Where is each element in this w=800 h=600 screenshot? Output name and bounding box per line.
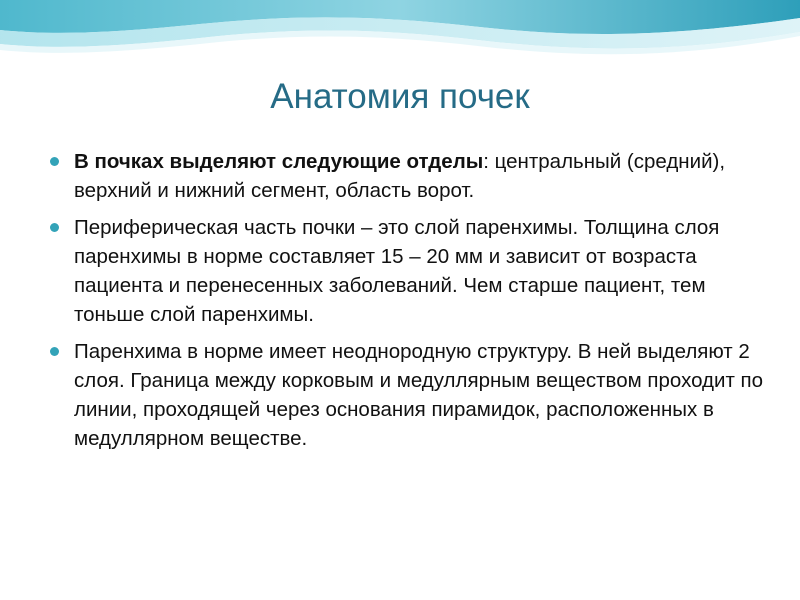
slide-content [44, 147, 764, 461]
bullet-item [44, 337, 764, 453]
bullet-text: Паренхима в норме имеет неоднородную структуру. В ней выделяют 2 слоя. Граница между корковым и медуллярным веществом проходит по линии, проходящей через основания пирамидок, расположенных в медуллярном веществе. [74, 340, 764, 450]
slide-title: Анатомия почек [270, 77, 530, 116]
bullet-item [44, 213, 764, 329]
bullet-item [44, 147, 764, 205]
bullet-dot-icon [50, 347, 59, 356]
bullet-text: Периферическая часть почки – это слой паренхимы. Толщина слоя паренхимы в норме составляет 15 – 20 мм и зависит от возраста пациента и перенесенных заболеваний. Чем старше пациент, тем тоньше слой паренхимы. [74, 216, 720, 326]
bullet-dot-icon [50, 157, 59, 166]
bullet-list [44, 147, 764, 453]
decorative-wave-header [0, 0, 800, 80]
bullet-lead-text: В почках выделяют следующие отделы [74, 150, 484, 173]
bullet-text: : центральный (средний), верхний и нижний сегмент, область ворот. [74, 150, 726, 202]
bullet-dot-icon [50, 223, 59, 232]
